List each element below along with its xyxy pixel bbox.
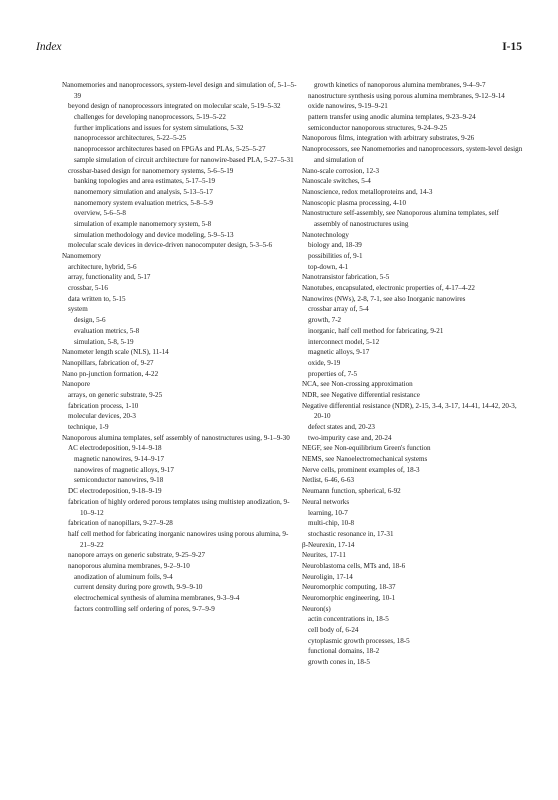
index-subentry: semiconductor nanoporous structures, 9-24–9-25 bbox=[308, 123, 448, 132]
index-subentry: molecular devices, 20-3 bbox=[68, 412, 136, 421]
index-subentry: molecular scale devices in device-driven nanocomputer design, 5-3–5-6 bbox=[68, 241, 273, 250]
index-subentry: challenges for developing nanoprocessors, 5-19–5-22 bbox=[74, 113, 226, 122]
index-subentry: growth, 7-2 bbox=[308, 316, 342, 325]
index-entry: Netlist, 6-46, 6-63 bbox=[302, 476, 355, 485]
index-subentry: simulation, 5-8, 5-19 bbox=[74, 337, 134, 346]
index-subentry: semiconductor nanowires, 9-18 bbox=[74, 476, 164, 485]
page-number: I-15 bbox=[502, 41, 522, 53]
index-column-left bbox=[62, 80, 298, 614]
index-subentry: AC electrodeposition, 9-14–9-18 bbox=[68, 444, 162, 453]
index-subentry: magnetic nanowires, 9-14–9-17 bbox=[74, 455, 165, 464]
index-subentry: two-impurity case and, 20-24 bbox=[308, 433, 392, 442]
index-subentry: interconnect model, 5-12 bbox=[308, 337, 380, 346]
index-subentry: design, 5-6 bbox=[74, 316, 106, 325]
index-entry: Nanoscopic plasma processing, 4-10 bbox=[302, 198, 407, 207]
index-entry: Nano-scale corrosion, 12-3 bbox=[302, 166, 380, 175]
index-subentry: overview, 5-6–5-8 bbox=[74, 209, 126, 218]
index-subentry: growth cones in, 18-5 bbox=[308, 658, 370, 667]
index-subentry: simulation methodology and device modeling, 5-9–5-13 bbox=[74, 230, 234, 239]
index-entry: Nanotubes, encapsulated, electronic properties of, 4-17–4-22 bbox=[302, 284, 475, 293]
index-entry: Neuromorphic computing, 18-37 bbox=[302, 583, 396, 592]
index-entry: β-Neurexin, 17-14 bbox=[302, 540, 355, 549]
index-subentry: evaluation metrics, 5-8 bbox=[74, 326, 140, 335]
index-subentry: technique, 1-9 bbox=[68, 423, 109, 431]
index-subentry: properties of, 7-5 bbox=[308, 369, 358, 378]
index-column-right bbox=[302, 80, 524, 668]
running-header bbox=[36, 41, 522, 57]
index-subentry: pattern transfer using anodic alumina templates, 9-23–9-24 bbox=[308, 113, 476, 122]
index-subentry: simulation of example nanomemory system, 5-8 bbox=[74, 219, 212, 228]
index-subentry: cell body of, 6-24 bbox=[308, 626, 359, 635]
index-subentry: magnetic alloys, 9-17 bbox=[308, 348, 370, 357]
index-subentry: sample simulation of circuit architecture for nanowire-based PLA, 5-27–5-31 bbox=[74, 155, 294, 164]
index-entry: Nanoporous alumina templates, self assembly of nanostructures using, 9-1–9-30 bbox=[62, 433, 290, 442]
index-subentry: anodization of aluminum foils, 9-4 bbox=[74, 572, 173, 581]
index-subentry: crossbar, 5-16 bbox=[68, 284, 108, 293]
index-entry: Nanomemory bbox=[62, 252, 102, 260]
index-subentry: factors controlling self ordering of pores, 9-7–9-9 bbox=[74, 604, 215, 613]
index-subentry: nanowires of magnetic alloys, 9-17 bbox=[74, 465, 174, 474]
index-subentry: biology and, 18-39 bbox=[308, 241, 362, 250]
index-entry: Neuron(s) bbox=[302, 604, 331, 613]
index-subentry: crossbar array of, 5-4 bbox=[308, 305, 369, 314]
index-subentry: defect states and, 20-23 bbox=[308, 423, 375, 431]
index-entry: Negative differential resistance (NDR), 2-15, 3-4, 3-17, 14-41, 14-42, 20-3, 20-10 bbox=[302, 401, 517, 421]
index-entry: Nanostructure self-assembly, see Nanoporous alumina templates, self assembly of nanostructures using bbox=[302, 209, 499, 228]
index-subentry: inorganic, half cell method for fabricating, 9-21 bbox=[308, 326, 444, 335]
running-header-title: Index bbox=[36, 41, 62, 53]
index-entry: Nanotechnology bbox=[302, 230, 349, 239]
index-subentry: array, functionality and, 5-17 bbox=[68, 273, 151, 282]
index-entry: Nanoprocessors, see Nanomemories and nanoprocessors, system-level design and simulation of bbox=[302, 145, 523, 164]
index-entry: Nanoscale switches, 5-4 bbox=[302, 177, 371, 186]
index-entry: Nanomemories and nanoprocessors, system-level design and simulation of, 5-1–5-39 bbox=[62, 81, 297, 100]
index-entry: NDR, see Negative differential resistance bbox=[302, 390, 420, 399]
index-subentry: nanoprocessor architectures, 5-22–5-25 bbox=[74, 134, 187, 143]
index-subentry: fabrication of nanopillars, 9-27–9-28 bbox=[68, 519, 173, 528]
index-subentry: DC electrodeposition, 9-18–9-19 bbox=[68, 487, 162, 496]
index-subentry: beyond design of nanoprocessors integrated on molecular scale, 5-19–5-32 bbox=[68, 102, 281, 111]
index-subentry: oxide nanowires, 9-19–9-21 bbox=[308, 102, 388, 111]
index-entry: Nano pn-junction formation, 4-22 bbox=[62, 369, 159, 378]
index-subentry: electrochemical synthesis of alumina membranes, 9-3–9-4 bbox=[74, 594, 240, 602]
index-subentry: fabrication process, 1-10 bbox=[68, 401, 139, 410]
index-entry: NCA, see Non-crossing approximation bbox=[302, 380, 413, 389]
index-entry: Nanopore bbox=[62, 380, 90, 389]
index-subentry: crossbar-based design for nanomemory systems, 5-6–5-19 bbox=[68, 166, 234, 175]
index-subentry: fabrication of highly ordered porous templates using multistep anodization, 9-10–9-12 bbox=[68, 497, 290, 517]
index-entry: Neumann function, spherical, 6-92 bbox=[302, 487, 401, 496]
index-entry: Neural networks bbox=[302, 497, 350, 506]
index-entry: Neuromorphic engineering, 10-1 bbox=[302, 594, 396, 602]
index-entry: NEMS, see Nanoelectromechanical systems bbox=[302, 455, 428, 464]
index-subentry: cytoplasmic growth processes, 18-5 bbox=[308, 636, 410, 645]
index-entry: Nanopillars, fabrication of, 9-27 bbox=[62, 358, 154, 367]
index-subentry: functional domains, 18-2 bbox=[308, 647, 380, 656]
index-entry: NEGF, see Non-equilibrium Green's function bbox=[302, 444, 431, 453]
index-subentry: nanoprocessor architectures based on FPGAs and PLAs, 5-25–5-27 bbox=[74, 145, 266, 154]
index-subentry: further implications and issues for system simulations, 5-32 bbox=[74, 123, 244, 132]
index-entry: Neuroligin, 17-14 bbox=[302, 572, 353, 581]
index-subentry: multi-chip, 10-8 bbox=[308, 519, 355, 528]
index-subentry: current density during pore growth, 9-9–9-10 bbox=[74, 583, 203, 592]
index-subentry: growth kinetics of nanoporous alumina membranes, 9-4–9-7 bbox=[314, 81, 486, 89]
index-subentry: oxide, 9-19 bbox=[308, 358, 341, 367]
index-subentry: nanoporous alumina membranes, 9-2–9-10 bbox=[68, 561, 190, 570]
index-subentry: data written to, 5-15 bbox=[68, 294, 126, 303]
index-subentry: system bbox=[68, 305, 88, 314]
index-subentry: nanostructure synthesis using porous alumina membranes, 9-12–9-14 bbox=[308, 91, 505, 100]
index-entry: Nanometer length scale (NLS), 11-14 bbox=[62, 348, 169, 357]
index-entry: Neuroblastoma cells, MTs and, 18-6 bbox=[302, 561, 406, 570]
index-entry: Nanowires (NWs), 2-8, 7-1, see also Inorganic nanowires bbox=[302, 294, 466, 303]
index-entry: Nanotransistor fabrication, 5-5 bbox=[302, 273, 390, 282]
index-subentry: banking topologies and area estimates, 5-17–5-19 bbox=[74, 177, 216, 186]
index-subentry: nanomemory simulation and analysis, 5-13–5-17 bbox=[74, 187, 213, 196]
index-entry: Nerve cells, prominent examples of, 18-3 bbox=[302, 465, 420, 474]
index-subentry: nanopore arrays on generic substrate, 9-25–9-27 bbox=[68, 551, 206, 560]
index-entry: Nanoporous films, integration with arbitrary substrates, 9-26 bbox=[302, 134, 475, 143]
index-subentry: stochastic resonance in, 17-31 bbox=[308, 529, 394, 538]
index-subentry: nanomemory system evaluation metrics, 5-8–5-9 bbox=[74, 198, 213, 207]
index-subentry: learning, 10-7 bbox=[308, 508, 348, 517]
index-subentry: arrays, on generic substrate, 9-25 bbox=[68, 390, 163, 399]
index-subentry: architecture, hybrid, 5-6 bbox=[68, 262, 137, 271]
index-entry: Nanoscience, redox metalloproteins and, 14-3 bbox=[302, 187, 433, 196]
index-subentry: actin concentrations in, 18-5 bbox=[308, 615, 389, 624]
index-subentry: half cell method for fabricating inorganic nanowires using porous alumina, 9-21–9-22 bbox=[68, 529, 289, 549]
index-entry: Neurites, 17-11 bbox=[302, 551, 346, 560]
index-subentry: top-down, 4-1 bbox=[308, 262, 349, 271]
index-subentry: possibilities of, 9-1 bbox=[308, 252, 363, 260]
